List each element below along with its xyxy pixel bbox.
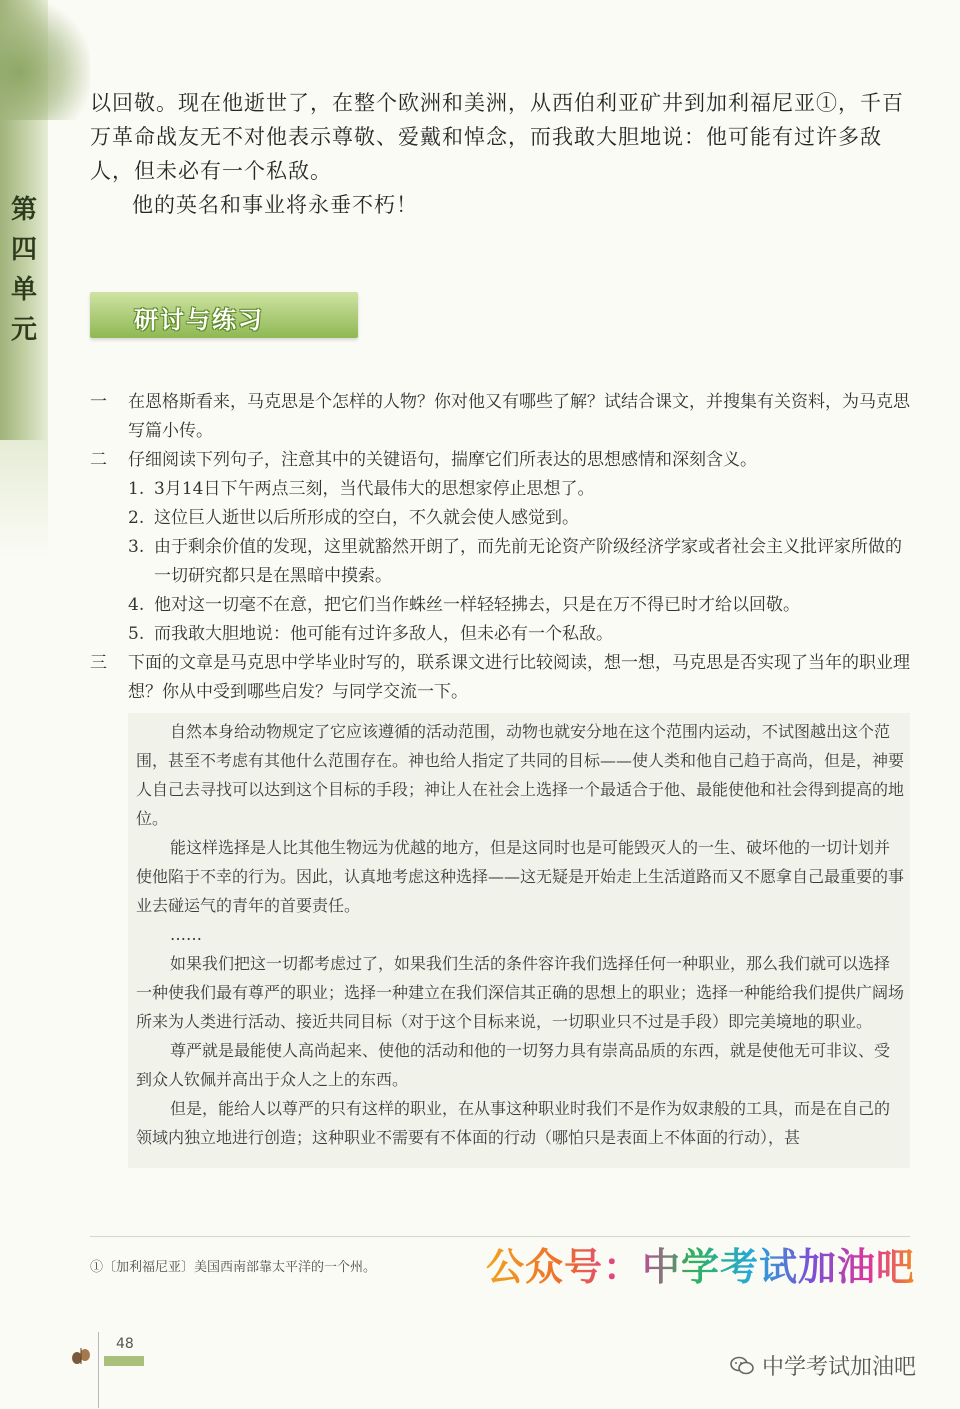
chat-bubble-icon xyxy=(730,1355,754,1377)
exercise-item xyxy=(90,446,910,475)
sentence-text: 而我敢大胆地说：他可能有过许多敌人，但未必有一个私敌。 xyxy=(154,624,613,644)
page-number: 48 xyxy=(116,1336,134,1352)
sentence-text: 他对这一切毫不在意，把它们当作蛛丝一样轻轻拂去，只是在万不得已时才给以回敬。 xyxy=(154,595,800,615)
exercise-text: 在恩格斯看来，马克思是个怎样的人物？你对他又有哪些了解？试结合课文，并搜集有关资料，为马克思写篇小传。 xyxy=(128,392,910,441)
watermark-text: 公众号：中学考试加油吧 xyxy=(486,1236,915,1291)
reading-paragraph: 能这样选择是人比其他生物远为优越的地方，但是这同时也是可能毁灭人的一生、破坏他的一切计划并使他陷于不幸的行为。因此，认真地考虑这种选择——这无疑是开始走上生活道路而又不愿拿自己最重要的事业去碰运气的青年的首要责任。 xyxy=(136,838,905,915)
account-signature xyxy=(730,1350,916,1381)
paragraph: 他的英名和事业将永垂不朽！ xyxy=(132,193,418,217)
exercise-list xyxy=(90,388,910,1168)
sentence-number: 4. xyxy=(128,595,145,615)
exercise-item xyxy=(90,649,910,707)
sentence-number: 1. xyxy=(128,479,145,499)
section-title: 研讨与练习 xyxy=(134,306,264,334)
leaf-icon xyxy=(70,1346,92,1366)
exercise-number: 三 xyxy=(90,653,107,673)
section-banner xyxy=(90,292,358,338)
exercise-number: 一 xyxy=(90,392,107,412)
unit-char: 元 xyxy=(10,315,37,345)
sentence-text: 3月14日下午两点三刻，当代最伟大的思想家停止思想了。 xyxy=(154,479,595,499)
sentence-number: 5. xyxy=(128,624,145,644)
reading-paragraph: 自然本身给动物规定了它应该遵循的活动范围，动物也就安分地在这个范围内运动，不试图越出这个范围，甚至不考虑有其他什么范围存在。神也给人指定了共同的目标——使人类和他自己趋于高尚，但是，神要人自己去寻找可以达到这个目标的手段；神让人在社会上选择一个最适合于他、最能使他和社会得到提高的地位。 xyxy=(136,722,905,828)
unit-char: 第 xyxy=(10,195,37,225)
sentence-number: 2. xyxy=(128,508,145,528)
paragraph: 以回敬。现在他逝世了，在整个欧洲和美洲，从西伯利亚矿井到加利福尼亚①，千百万革命战友无不对他表示尊敬、爱戴和悼念，而我敢大胆地说：他可能有过许多敌人，但未必有一个私敌。 xyxy=(90,91,904,183)
unit-char: 四 xyxy=(10,235,37,265)
sentence-item xyxy=(128,620,910,649)
page-divider xyxy=(98,1332,99,1408)
exercise-number: 二 xyxy=(90,450,107,470)
exercise-text: 下面的文章是马克思中学毕业时写的，联系课文进行比较阅读，想一想，马克思是否实现了当年的职业理想？你从中受到哪些启发？与同学交流一下。 xyxy=(128,653,910,702)
reading-paragraph: 但是，能给人以尊严的只有这样的职业，在从事这种职业时我们不是作为奴隶般的工具，而是在自己的领域内独立地进行创造；这种职业不需要有不体面的行动（哪怕只是表面上不体面的行动），甚 xyxy=(136,1099,891,1147)
sentence-item xyxy=(128,591,910,620)
sentence-item xyxy=(128,533,910,591)
account-name: 中学考试加油吧 xyxy=(762,1355,917,1380)
exercise-item xyxy=(90,388,910,446)
sentence-number: 3. xyxy=(128,537,145,557)
corner-decoration xyxy=(0,0,90,120)
reading-ellipsis: …… xyxy=(170,925,202,944)
sentence-item xyxy=(128,475,910,504)
reading-paragraph: 如果我们把这一切都考虑过了，如果我们生活的条件容许我们选择任何一种职业，那么我们就可以选择一种使我们最有尊严的职业；选择一种建立在我们深信其正确的思想上的职业；选择一种能给我们提供广阔场所来为人类进行活动、接近共同目标（对于这个目标来说，一切职业只不过是手段）即完美境地的职业。 xyxy=(136,954,905,1031)
footnote: ①〔加利福尼亚〕美国西南部靠太平洋的一个州。 xyxy=(90,1260,377,1275)
main-text xyxy=(90,86,910,222)
reading-paragraph: 尊严就是最能使人高尚起来、使他的活动和他的一切努力具有崇高品质的东西，就是使他无可非议、受到众人钦佩并高出于众人之上的东西。 xyxy=(136,1041,891,1089)
unit-label xyxy=(6,190,42,350)
sentence-list xyxy=(90,475,910,649)
sentence-text: 由于剩余价值的发现，这里就豁然开朗了，而先前无论资产阶级经济学家或者社会主义批评家所做的一切研究都只是在黑暗中摸索。 xyxy=(154,537,902,586)
page-tab xyxy=(104,1356,144,1366)
sentence-text: 这位巨人逝世以后所形成的空白，不久就会使人感觉到。 xyxy=(154,508,579,528)
unit-char: 单 xyxy=(10,275,37,305)
exercise-text: 仔细阅读下列句子，注意其中的关键语句，揣摩它们所表达的思想感情和深刻含义。 xyxy=(128,450,757,470)
sentence-item xyxy=(128,504,910,533)
reading-passage xyxy=(128,713,910,1168)
